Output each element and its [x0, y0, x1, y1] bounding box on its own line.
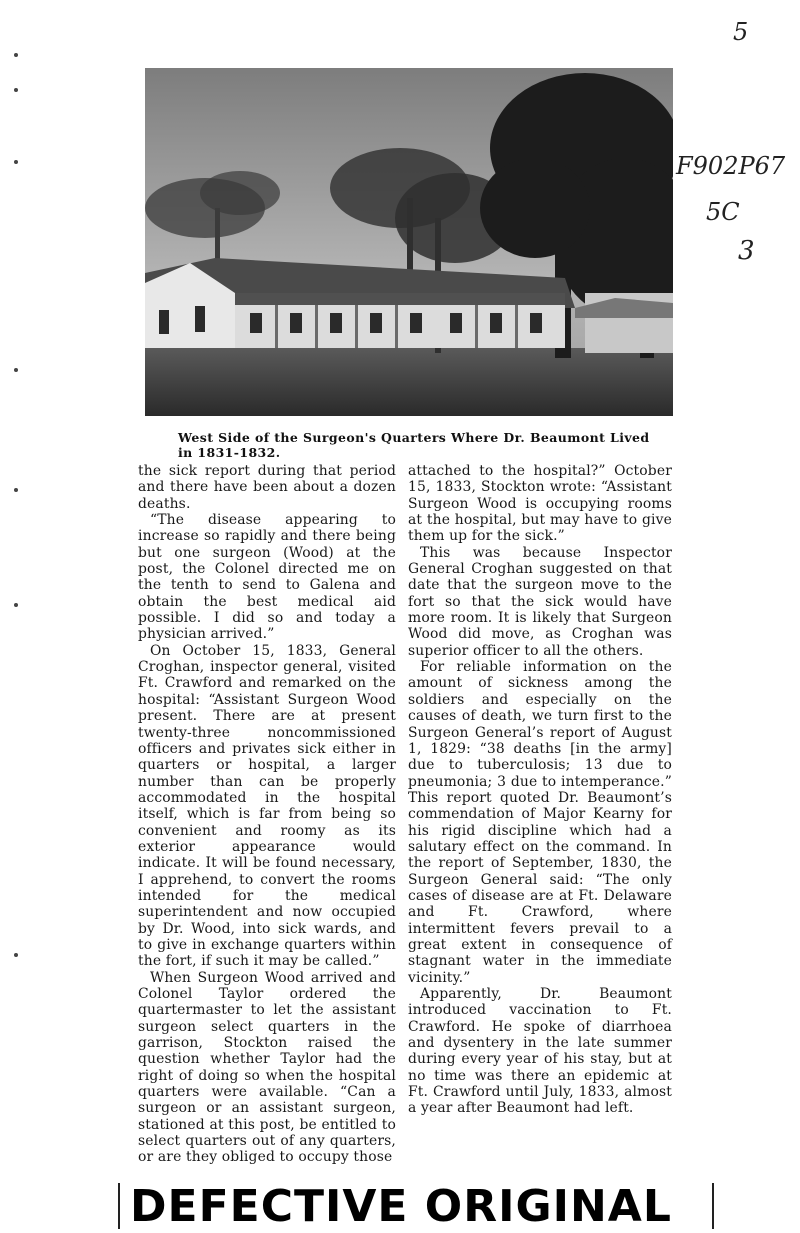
handwritten-page-number: 5: [733, 18, 749, 46]
article-paragraph: “The disease appearing to increase so rapidly and there being but one surgeon (Wood) at the post, the Colonel directed me on the tenth to send to Galena and obtain the best medical aid possible. I did so and today a physician arrived.”: [138, 512, 396, 643]
article-paragraph: This was because Inspector General Croghan suggested on that date that the surgeon move to the fort so that the sick would have more room. It is likely that Surgeon Wood did move, as Croghan was superior officer to all the others.: [408, 544, 672, 659]
article-paragraph: For reliable information on the amount of sickness among the soldiers and especially on the causes of death, we turn first to the Surgeon General’s report of August 1, 1829: “38 deaths [in the army] due to tuberculosis; 13 due to pneumonia; 3 due to intemperance.” This report quoted Dr. Beaumont’s commendation of Major Kearny for his rigid discipline which had a salutary effect on the command. In the report of September, 1830, the Surgeon General said: “The only cases of disease are at Ft. Delaware and Ft. Crawford, where intermittent fevers prevail to a great extent in consequence of stagnant water in the immediate vicinity.”: [408, 659, 672, 986]
photo-caption: West Side of the Surgeon's Quarters Where Dr. Beaumont Lived in 1831-1832.: [178, 430, 650, 460]
article-paragraph: the sick report during that period and there have been about a dozen deaths.: [138, 463, 396, 512]
article-paragraph: When Surgeon Wood arrived and Colonel Taylor ordered the quartermaster to let the assistant surgeon select quarters in the garrison, Stockton raised the question whether Taylor had the right of doing so when the hospital quarters were available. “Can a surgeon or an assistant surgeon, stationed at this post, be entitled to select quarters out of any quarters, or are they obliged to occupy those: [138, 969, 396, 1166]
article-column-left: [138, 463, 396, 1166]
surgeon-quarters-photo: [145, 68, 673, 416]
article-paragraph: attached to the hospital?” October 15, 1833, Stockton wrote: “Assistant Surgeon Wood is occupying rooms at the hospital, but may have to give them up for the sick.”: [408, 463, 672, 545]
handwritten-margin-note: 5C: [706, 198, 740, 226]
article-paragraph: Apparently, Dr. Beaumont introduced vaccination to Ft. Crawford. He spoke of diarrhoea and dysentery in the late summer during every year of his stay, but at no time was there an epidemic at Ft. Crawford until July, 1833, almost a year after Beaumont had left.: [408, 986, 672, 1117]
defective-original-stamp: DEFECTIVE ORIGINAL: [130, 1181, 672, 1232]
article-paragraph: On October 15, 1833, General Croghan, inspector general, visited Ft. Crawford and remarked on the hospital: “Assistant Surgeon Wood present. There are at present twenty-three noncommissioned officers and privates sick either in quarters or hospital, a larger number than can be properly accommodated in the hospital itself, which is far from being so convenient and roomy as its exterior appearance would indicate. It will be found necessary, I apprehend, to convert the rooms intended for the medical superintendent and now occupied by Dr. Wood, into sick wards, and to give in exchange quarters within the fort, if such it may be called.”: [138, 642, 396, 970]
handwritten-margin-note: F902P67: [676, 152, 786, 180]
handwritten-margin-note: 3: [738, 236, 755, 266]
article-column-right: [408, 463, 672, 1117]
